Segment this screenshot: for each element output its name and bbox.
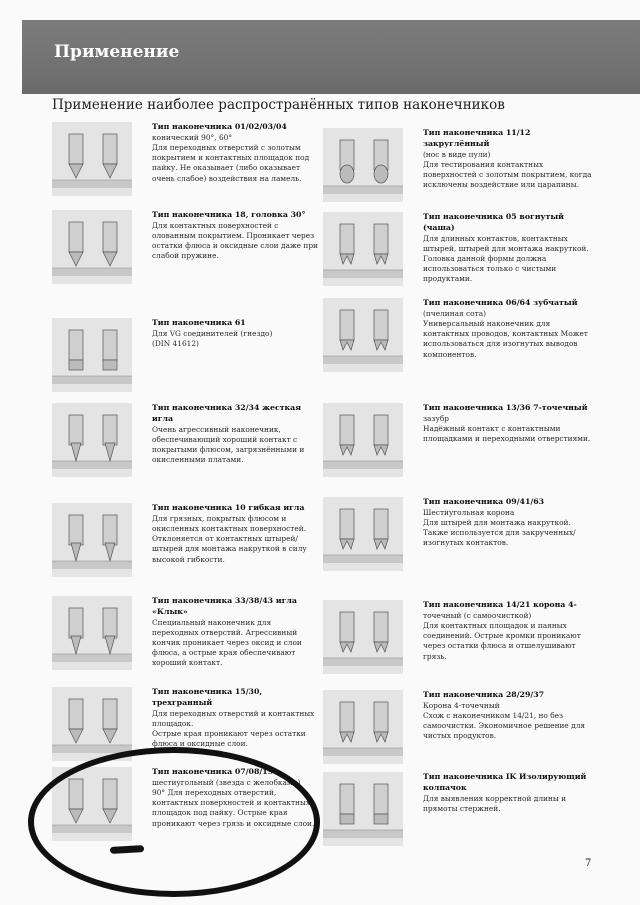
tip-text: (нос в виде пули) Для тестирования контактных поверхностей с золотым покрытием, когда исключены воздействие или царапины. [423, 149, 592, 190]
tip-title: Тип наконечника 06/64 зубчатый [423, 298, 578, 307]
page-title: Применение [54, 42, 180, 62]
tip-title: Тип наконечника 32/34 жесткая игла [152, 403, 301, 423]
tip-entry-right [323, 690, 613, 772]
probe-tip-illustration [52, 318, 132, 392]
probe-tip-illustration [323, 212, 403, 286]
header-banner [22, 20, 640, 94]
probe-tip-illustration [52, 403, 132, 477]
tip-text: Для грязных, покрытых флюсом и окисленных контактных поверхностей. Отклоняется от контактных штырей/штырей для монтажа накруткой в силу высокой гибкости. [152, 513, 307, 564]
tip-text: шестиугольный (звезда с желобками) 90° Для переходных отверстий, контактных поверхностей и контактных площадок под пайку. Острые края проникают через грязь и оксидные слои. [152, 777, 315, 828]
probe-tip-illustration [52, 503, 132, 577]
tip-description [423, 690, 595, 742]
probe-tip-illustration [52, 122, 132, 196]
page-number: 7 [585, 858, 592, 869]
tip-text: Для контактных поверхностей с олованным покрытием. Проникает через остатки флюса и оксидные слои даже при слабой пружине. [152, 220, 318, 261]
tip-entry-right [323, 128, 613, 210]
probe-tip-illustration [323, 298, 403, 372]
tip-description [423, 403, 595, 444]
tip-text: зазубр Надёжный контакт с контактными площадками и переходными отверстиями. [423, 413, 591, 444]
tip-title: Тип наконечника 09/41/63 [423, 497, 545, 506]
tip-text: Для VG соединителей (гнездо) (DIN 41612) [152, 328, 273, 348]
probe-tip-illustration [323, 772, 403, 846]
tip-text: Корона 4-точечный Схож с наконечником 14/21, но без самоочистки. Экономичное решение для чистых продуктов. [423, 700, 586, 741]
tip-text: Для выявления корректной длины и прямоты стержней. [423, 793, 567, 813]
tip-title: Тип наконечника 10 гибкая игла [152, 503, 305, 512]
tip-description [423, 128, 595, 190]
probe-tip-illustration [323, 497, 403, 571]
tip-title: Тип наконечника 15/30, трехгранный [152, 687, 263, 707]
tip-title: Тип наконечника 13/36 7-точечный [423, 403, 588, 412]
tip-text: конический 90°, 60° Для переходных отверстий с золотым покрытием и контактных площадок под пайку. Не оказывает (либо оказывает очень слабое) воздействия на ламель. [152, 132, 310, 183]
probe-tip-illustration [52, 210, 132, 284]
tip-entry-left [52, 122, 342, 204]
probe-tip-illustration [323, 600, 403, 674]
probe-tip-illustration [323, 128, 403, 202]
tip-entry-left [52, 403, 342, 485]
tip-text: Шестиугольная корона Для штырей для монтажа накруткой. Также используется для закрученных/изогнутых контактов. [423, 507, 576, 548]
tip-description [152, 122, 320, 184]
probe-tip-illustration [323, 690, 403, 764]
tip-description [152, 687, 320, 749]
tip-description [152, 503, 320, 565]
tip-entry-right [323, 772, 613, 854]
tip-title: Тип наконечника 14/21 корона 4- [423, 600, 577, 609]
tip-description [423, 212, 595, 285]
tip-entry-right [323, 212, 613, 294]
hand-drawn-circle [28, 747, 320, 897]
section-subtitle: Применение наиболее распространённых типов наконечников [52, 97, 505, 113]
tip-title: Тип наконечника 33/38/43 игла «Клык» [152, 596, 297, 616]
tip-entry-right [323, 497, 613, 579]
tip-text: Очень агрессивный наконечник, обеспечивающий хороший контакт с покрытыми флюсом, загрязнёнными и окисленными платами. [152, 424, 305, 465]
tip-text: Для переходных отверстий и контактных площадок. Острые края проникают через остатки флюса и оксидные слои. [152, 708, 315, 749]
probe-tip-illustration [52, 687, 132, 761]
tip-text: Для длинных контактов, контактных штырей, штырей для монтажа накруткой. Головка данной формы должна использоваться только с чистыми продуктами. [423, 233, 589, 284]
tip-text: (пчелиная сота) Универсальный наконечник для контактных проводов, контактных Может использоваться для изогнутых выводов компонентов. [423, 308, 588, 359]
tip-description [152, 403, 320, 465]
tip-entry-right [323, 298, 613, 380]
tip-entry-left [52, 596, 342, 678]
tip-description [423, 298, 595, 360]
tip-title: Тип наконечника 28/29/37 [423, 690, 545, 699]
tip-description [152, 210, 320, 262]
tip-title: Тип наконечника IK Изолирующий колпачок [423, 772, 587, 792]
tip-description [152, 318, 320, 349]
tip-title: Тип наконечника 05 вогнутый (чаша) [423, 212, 564, 232]
tip-description [423, 497, 595, 549]
tip-entry-left [52, 503, 342, 585]
tip-title: Тип наконечника 11/12 закруглённый [423, 128, 531, 148]
tip-entry-left [52, 318, 342, 400]
tip-text: точечный (с самоочисткой) Для контактных площадок и паяных соединений. Острые кромки проникают через остатки флюса и отшелушивают грязь. [423, 610, 581, 661]
tip-title: Тип наконечника 61 [152, 318, 246, 327]
tip-description [152, 596, 320, 669]
tip-title: Тип наконечника 18, головка 30° [152, 210, 306, 219]
tip-entry-right [323, 403, 613, 485]
tip-entry-left [52, 210, 342, 292]
tip-title: Тип наконечника 01/02/03/04 [152, 122, 287, 131]
probe-tip-illustration [323, 403, 403, 477]
tip-entry-right [323, 600, 613, 682]
tip-description [423, 772, 595, 814]
tip-title: Тип наконечника 07/08/19 [152, 767, 274, 776]
probe-tip-illustration [52, 596, 132, 670]
tip-text: Специальный наконечник для переходных отверстий. Агрессивный кончик проникает через оксид и слои флюса, а острые края обеспечивают хороший контакт. [152, 617, 302, 668]
tip-description [423, 600, 595, 662]
